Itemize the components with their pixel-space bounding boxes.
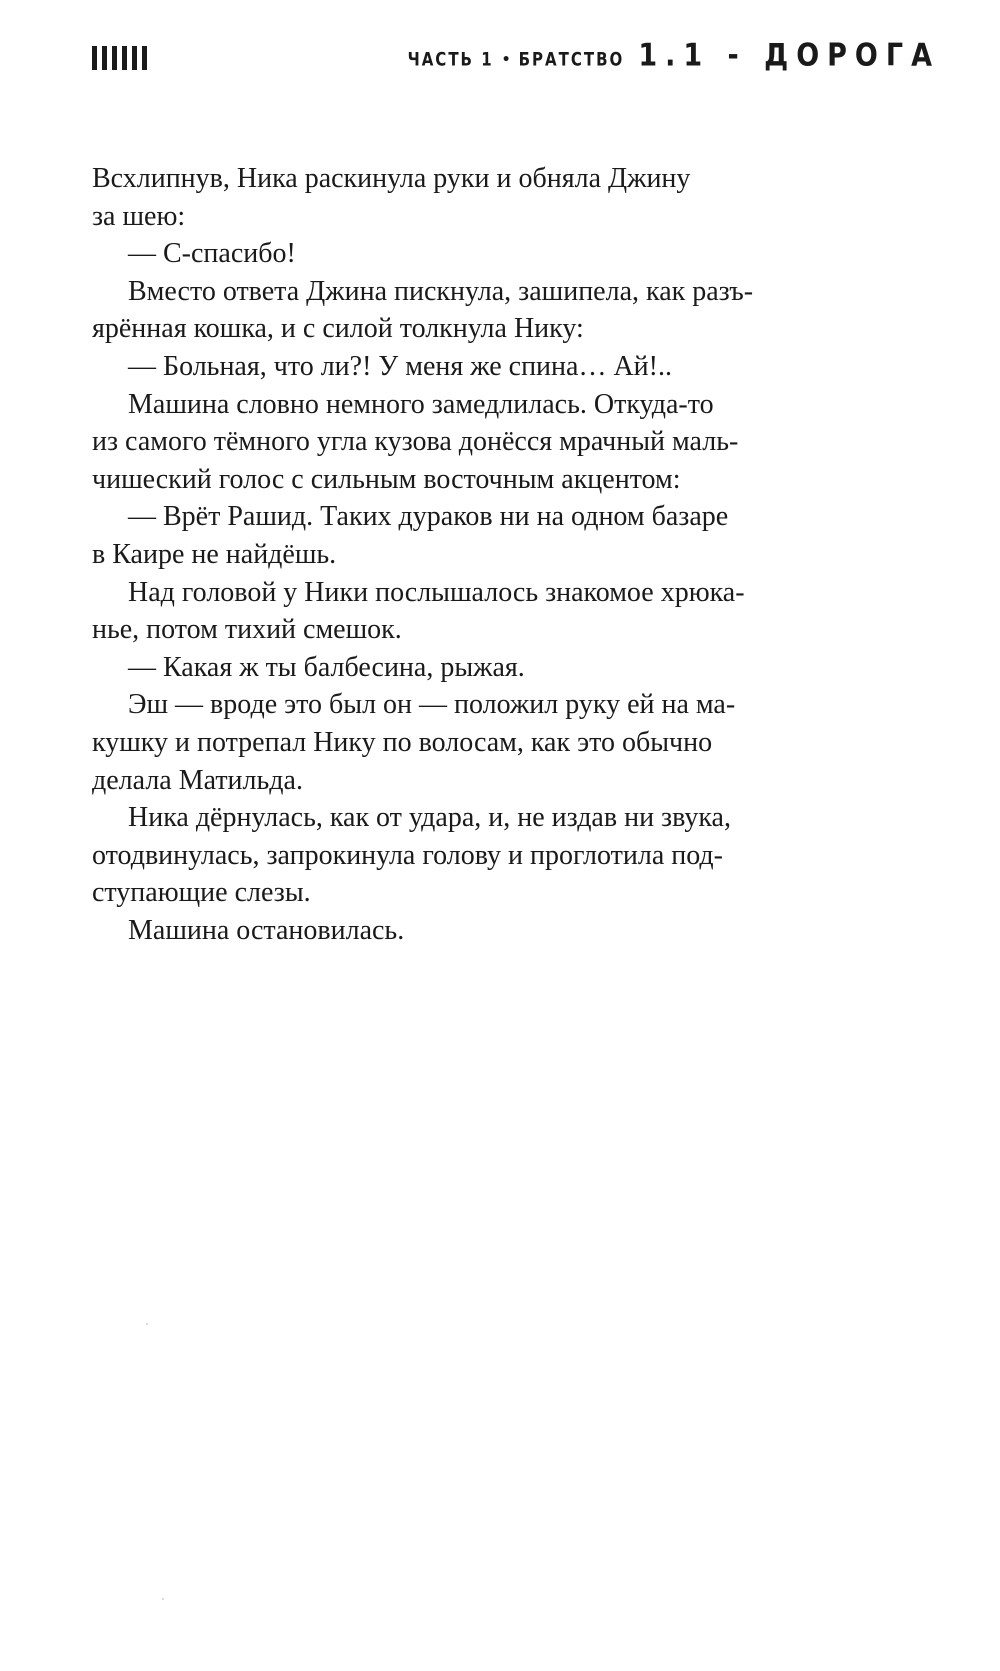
paragraph: Ника дёрнулась, как от удара, и, не издав ни звука, отодвинулась, запрокинула голову и проглотила под- ступающие слезы. xyxy=(92,802,731,909)
paragraph: Над головой у Ники послышалось знакомое хрюка- нье, потом тихий смешок. xyxy=(92,576,745,646)
running-head-bullet: • xyxy=(501,52,511,68)
mark-bar xyxy=(112,46,117,70)
paragraph: Машина словно немного замедлилась. Откуда-то из самого тёмного угла кузова донёсся мрачный маль- чишеский голос с сильным восточным акцентом: xyxy=(92,388,739,495)
running-head-section: БРАТСТВО xyxy=(518,47,625,71)
paragraph: Всхлипнув, Ника раскинула руки и обняла Джину за шею: xyxy=(92,163,691,232)
paragraph: Вместо ответа Джина пискнула, зашипела, как разъ- ярённая кошка, и с силой толкнула Нику: xyxy=(92,275,754,345)
running-head-chapter: 1.1 - ДОРОГА xyxy=(638,37,940,74)
running-head xyxy=(407,37,940,74)
paragraph: Эш — вроде это был он — положил руку ей на ма- кушку и потрепал Нику по волосам, как это обычно делала Матильда. xyxy=(92,689,736,796)
mark-bar xyxy=(122,46,127,70)
paper-speck xyxy=(162,1598,164,1600)
paragraph: — Какая ж ты балбесина, рыжая. xyxy=(128,651,525,683)
running-head-part: ЧАСТЬ 1 xyxy=(407,47,494,71)
mark-bar xyxy=(142,46,147,70)
paragraph: Машина остановилась. xyxy=(128,914,405,946)
mark-bar xyxy=(92,46,97,70)
paper-speck xyxy=(146,1323,148,1325)
section-marks xyxy=(92,46,147,70)
paragraph: — С-спасибо! xyxy=(128,238,296,270)
mark-bar xyxy=(132,46,137,70)
body-text xyxy=(92,160,812,949)
mark-bar xyxy=(102,46,107,70)
paragraph: — Больная, что ли?! У меня же спина… Ай!.. xyxy=(128,350,672,382)
paragraph: — Врёт Рашид. Таких дураков ни на одном базаре в Каире не найдёшь. xyxy=(92,501,729,570)
